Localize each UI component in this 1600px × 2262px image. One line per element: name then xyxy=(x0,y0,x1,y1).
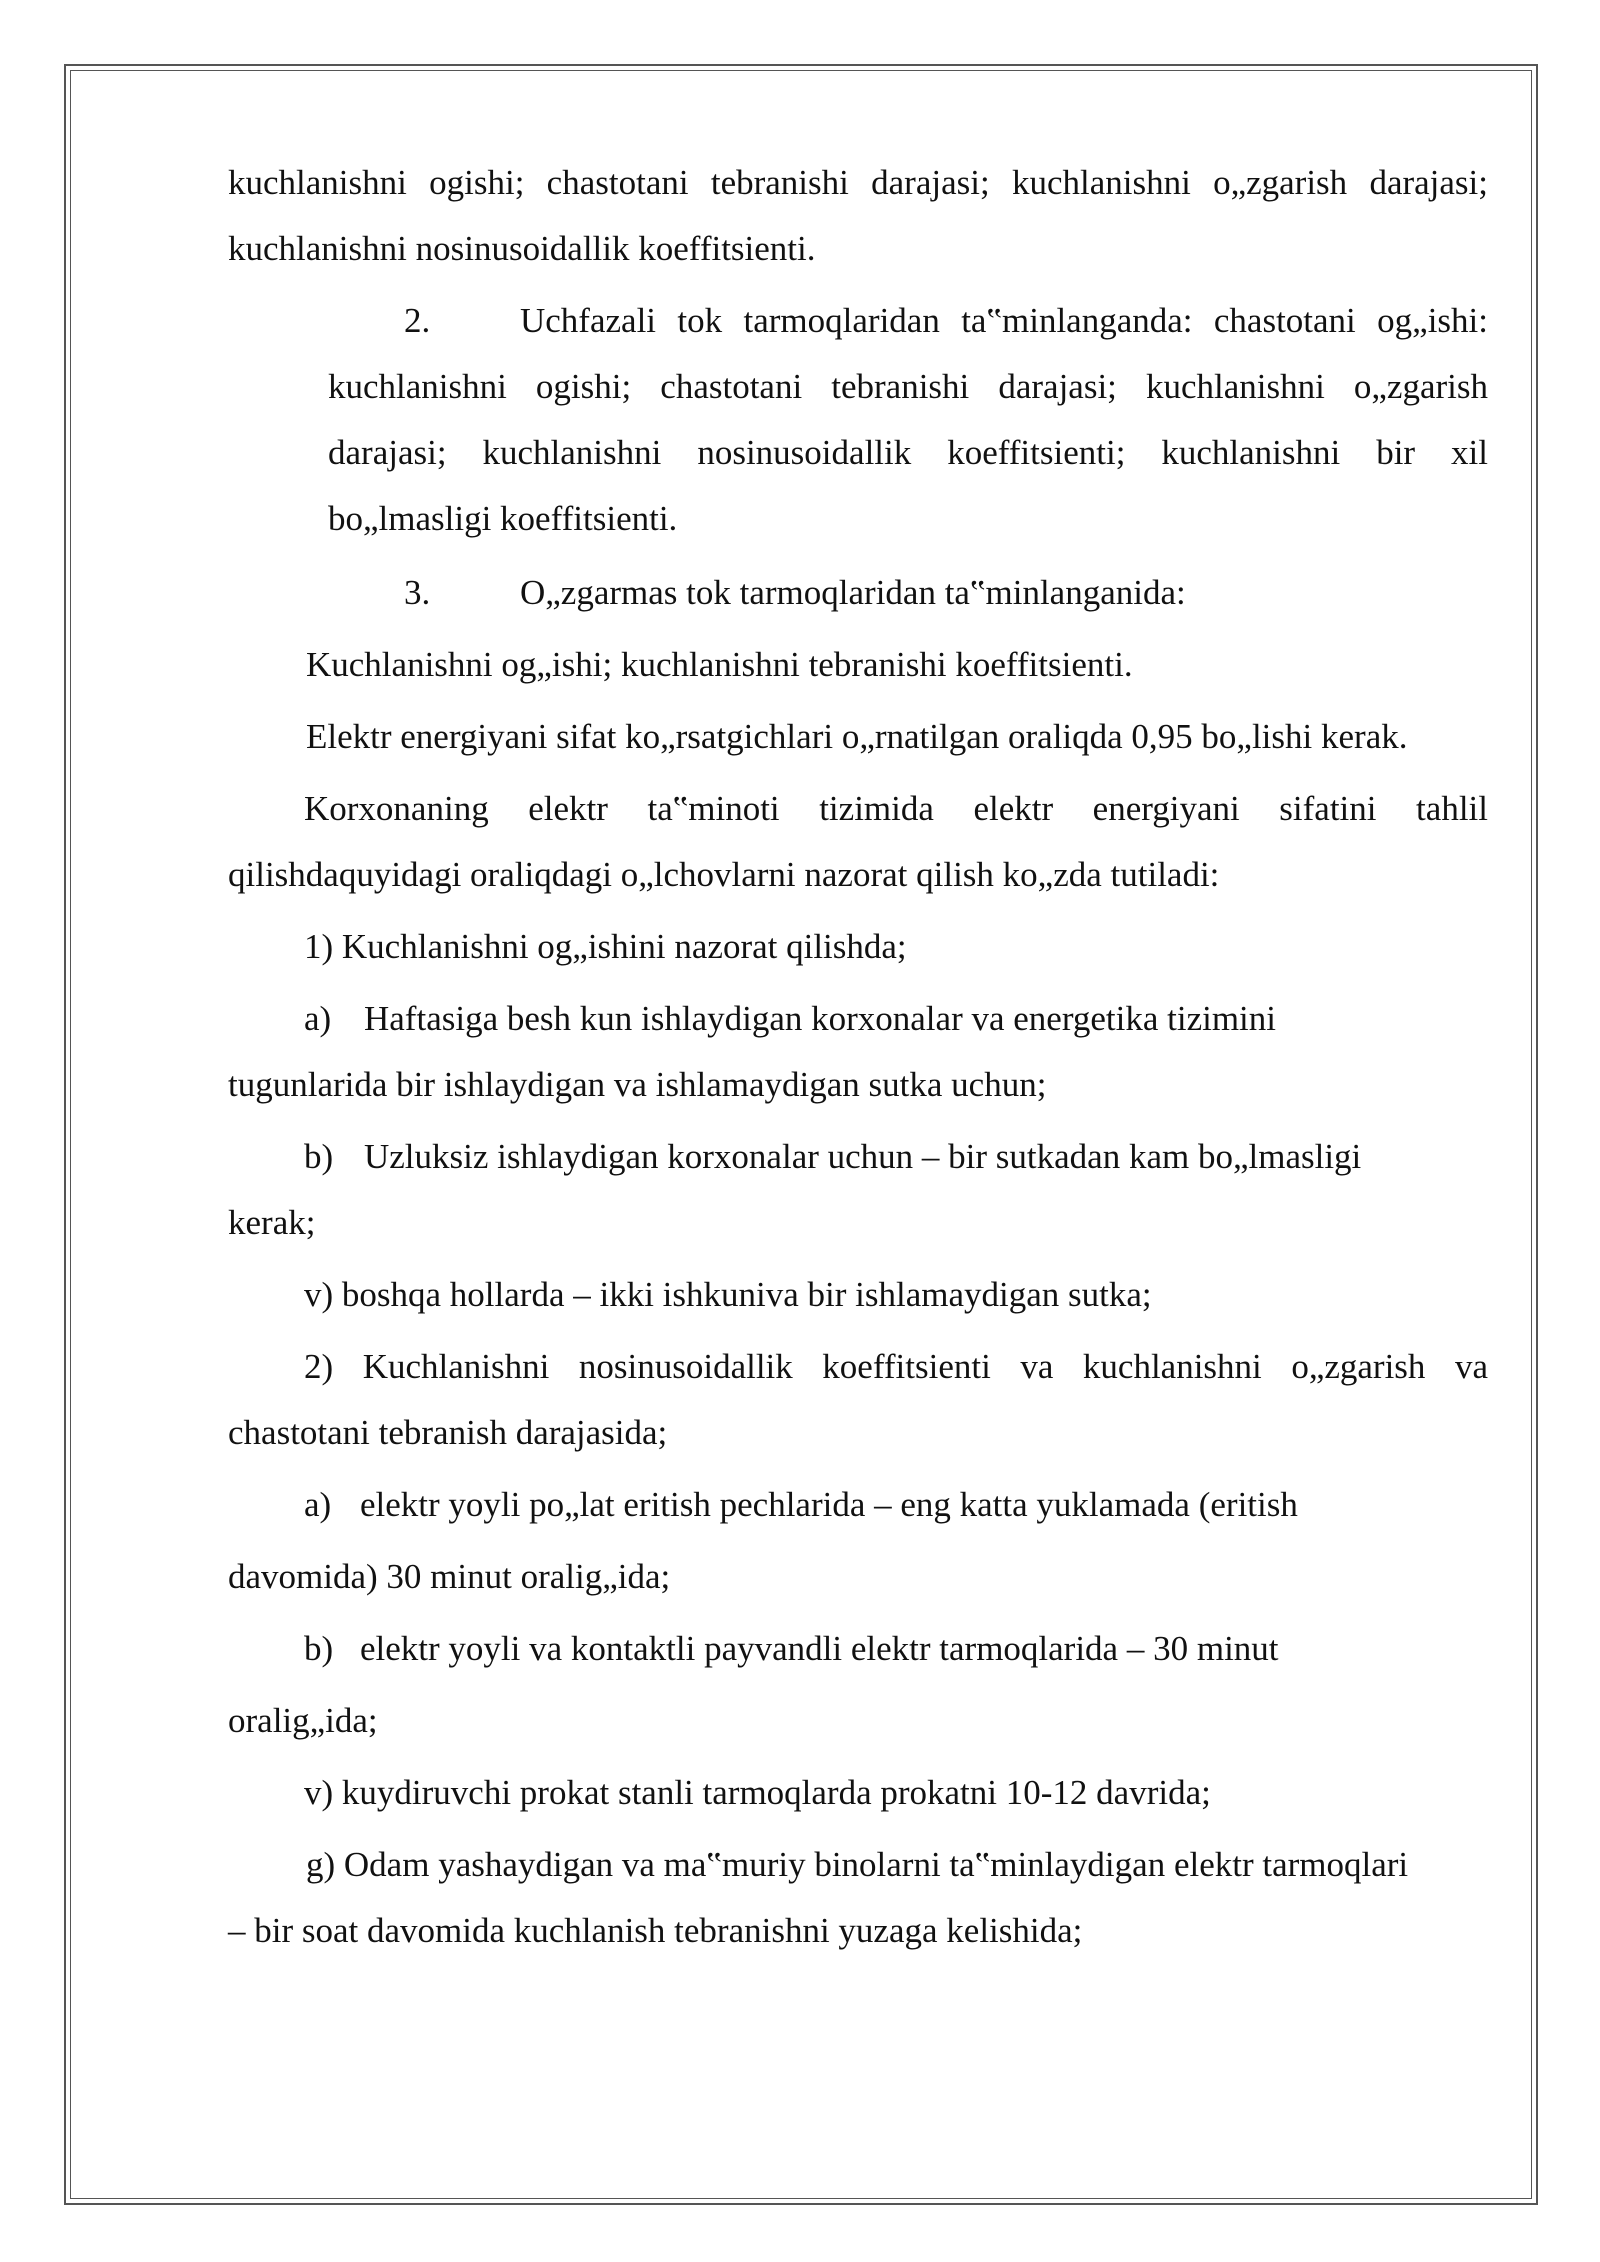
item-text: O„zgarmas tok tarmoqlaridan ta‟minlanganida: xyxy=(520,573,1186,612)
sub-item-b1 xyxy=(304,1124,1488,1190)
item-text-first: Uchfazali tok tarmoqlaridan ta‟minlanganda: chastotani og„ishi: xyxy=(520,301,1488,340)
paragraph-continued-end: kuchlanishni nosinusoidallik koeffitsienti. xyxy=(228,229,816,268)
sub-item-a1-continued: tugunlarida bir ishlaydigan va ishlamaydigan sutka uchun; xyxy=(228,1065,1047,1104)
paragraph-elektr: Elektr energiyani sifat ko„rsatgichlari o„rnatilgan oraliqda 0,95 bo„lishi kerak. xyxy=(306,717,1408,756)
sub-item-label: a) xyxy=(304,1485,332,1524)
sub-item-b2 xyxy=(304,1616,1488,1682)
sub-item-b1-continued: kerak; xyxy=(228,1203,316,1242)
sub-item-a2-continued: davomida) 30 minut oralig„ida; xyxy=(228,1557,671,1596)
sub-item-text: Uzluksiz ishlaydigan korxonalar uchun – bir sutkadan kam bo„lmasligi xyxy=(364,1137,1362,1176)
sub-item-label: b) xyxy=(304,1629,334,1668)
numbered-item-2 xyxy=(404,288,1488,354)
sub-item-v1: v) boshqa hollarda – ikki ishkuniva bir ishlamaydigan sutka; xyxy=(304,1275,1152,1314)
numbered-item-3 xyxy=(404,560,1488,626)
sub-item-b2-continued: oralig„ida; xyxy=(228,1701,378,1740)
sub-item-text: elektr yoyli po„lat eritish pechlarida – eng katta yuklamada (eritish xyxy=(360,1485,1298,1524)
sub-item-label: b) xyxy=(304,1137,334,1176)
item-2-body: kuchlanishni ogishi; chastotani tebranishi darajasi; kuchlanishni o„zgarish darajasi; kuchlanishni nosinusoidallik koeffitsienti; kuchlanishni bir xil bo„lmasligi koeffitsienti. xyxy=(328,367,1488,538)
item-number: 2. xyxy=(404,301,431,340)
paragraph-last: – bir soat davomida kuchlanish tebranishni yuzaga kelishida; xyxy=(228,1911,1083,1950)
list-item-1: 1) Kuchlanishni og„ishini nazorat qilishda; xyxy=(304,927,907,966)
sub-item-a1 xyxy=(304,986,1488,1052)
item-number: 3. xyxy=(404,573,431,612)
paragraph-continued: kuchlanishni ogishi; chastotani tebranishi darajasi; kuchlanishni o„zgarish darajasi; xyxy=(228,163,1488,202)
paragraph-korxonaning: Korxonaning elektr ta‟minoti tizimida elektr energiyani sifatini tahlil qilishdaquyidagi oraliqdagi o„lchovlarni nazorat qilish ko„zda tutiladi: xyxy=(228,789,1488,894)
sub-item-text: elektr yoyli va kontaktli payvandli elektr tarmoqlarida – 30 minut xyxy=(360,1629,1279,1668)
sub-item-a2 xyxy=(304,1472,1488,1538)
paragraph-kuchlanish: Kuchlanishni og„ishi; kuchlanishni tebranishi koeffitsienti. xyxy=(306,645,1133,684)
sub-item-v2: v) kuydiruvchi prokat stanli tarmoqlarda prokatni 10-12 davrida; xyxy=(304,1773,1211,1812)
sub-item-text: Haftasiga besh kun ishlaydigan korxonalar va energetika tizimini xyxy=(364,999,1276,1038)
document-body xyxy=(228,150,1488,1964)
list-item-2: 2) Kuchlanishni nosinusoidallik koeffitsienti va kuchlanishni o„zgarish va chastotani tebranish darajasida; xyxy=(228,1347,1488,1452)
sub-item-label: a) xyxy=(304,999,332,1038)
sub-item-g2: g) Odam yashaydigan va ma‟muriy binolarni ta‟minlaydigan elektr tarmoqlari xyxy=(306,1845,1409,1884)
